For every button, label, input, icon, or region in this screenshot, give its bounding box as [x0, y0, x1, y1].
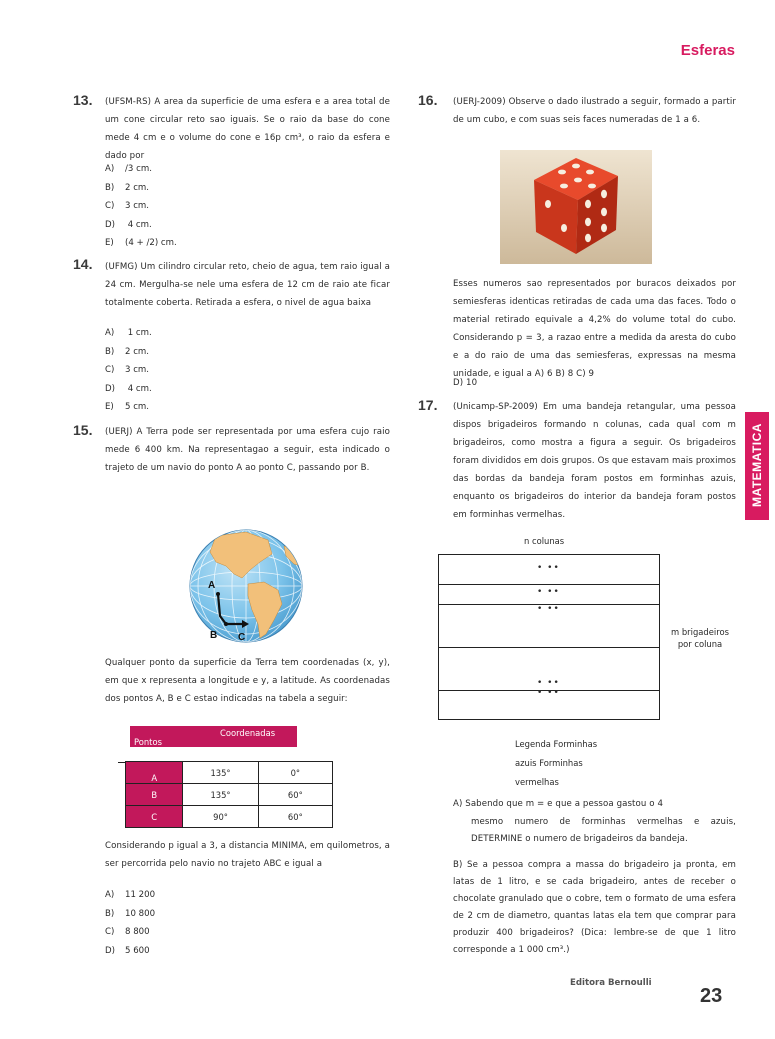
option-a[interactable]: A) 1 cm.	[105, 328, 152, 338]
table-row: A 135° 0°	[126, 762, 333, 784]
tray-row: • ••	[439, 605, 659, 648]
question-text: (Unicamp-SP-2009) Em uma bandeja retangular, uma pessoa dispos brigadeiros formando n colunas, cada qual com m brigadeiros, como mostra a figura a seguir. Os brigadeiros foram divididos em dois grupos. Os que estavam mais proximos das bordas da bandeja foram postos em forminhas azuis, enquanto os brigadeiros do interior da bandeja foram postos em forminhas vermelhas.	[453, 402, 736, 520]
question-text: (UERJ) A Terra pode ser representada por uma esfera cujo raio mede 6 400 km. Na representagao a seguir, esta indicado o trajeto de um navio do ponto A ao ponto C, passando por B.	[105, 427, 390, 473]
point-label-a: A	[208, 580, 216, 591]
tray-row: • ••	[439, 585, 659, 605]
option-list	[105, 160, 305, 253]
publisher: Editora Bernoulli	[570, 978, 652, 988]
option-a[interactable]: A) 11 200	[105, 890, 156, 900]
section-title: Esferas	[680, 42, 735, 59]
question-number: 13.	[73, 92, 93, 108]
question-text: (UFMG) Um cilindro circular reto, cheio de agua, tem raio igual a 24 cm. Mergulha-se nele uma esfera de 12 cm de raio ate ficar totalmente coberta. Retirada a esfera, o nivel de agua baixa	[105, 262, 390, 308]
option-c[interactable]: C) 3 cm.	[105, 201, 150, 211]
question-text	[105, 93, 390, 165]
figure-top-label: n colunas	[524, 536, 565, 546]
table-row: B 135° 60°	[126, 784, 333, 806]
point-label-b: B	[210, 630, 218, 641]
table-header	[130, 726, 297, 747]
tray-row: • ••	[537, 688, 560, 698]
question-number: 16.	[418, 92, 438, 108]
table-header-pontos: Pontos	[134, 737, 162, 747]
dice-image	[500, 150, 652, 264]
point-label-c: C	[238, 632, 246, 643]
option-d[interactable]: D) 4 cm.	[105, 383, 152, 394]
page-number: 23	[700, 985, 723, 1007]
question-text-continued: Qualquer ponto da superficie da Terra tem coordenadas (x, y), em que x representa a longitude e y, a latitude. As coordenadas dos pontos A, B e C estao indicadas na tabela a seguir:	[105, 658, 390, 704]
coordinates-table	[125, 761, 333, 828]
option-c[interactable]: C) 3 cm.	[105, 365, 150, 375]
option-d[interactable]: D) 4 cm.	[105, 219, 152, 230]
part-a-line: A) Sabendo que m = e que a pessoa gastou o 4	[453, 799, 664, 809]
option-a[interactable]: A) /3 cm.	[105, 164, 152, 174]
question-number: 17.	[418, 397, 438, 413]
question-text: (UERJ-2009) Observe o dado ilustrado a seguir, formado a partir de um cubo, e com suas seis faces numeradas de 1 a 6.	[453, 97, 736, 125]
option-c[interactable]: C) 8 800	[105, 927, 150, 937]
part-b-text: B) Se a pessoa compra a massa do brigadeiro ja pronta, em latas de 1 litro, e se cada brigadeiro, antes de receber o chocolate granulado que o cobre, tem o formato de uma esfera de 2 cm de diametro, quantas latas ela tem que comprar para produzir 400 brigadeiros? (Dica: lembre-se de que 1 litro corresponde a 1 000 cm³.)	[453, 860, 736, 955]
option-b[interactable]: B) 2 cm.	[105, 182, 150, 193]
globe-figure	[186, 526, 306, 646]
question-text-continued: Esses numeros sao representados por buracos deixados por semiesferas identicas retiradas de cada uma das faces. Todo o material retirado equivale a 4,2% do volume total do cubo. Considerando p = 3, a razao entre a medida da aresta do cubo e a do raio de uma das semiesferas, expressas na mesma unidade, e igual a A) 6 B) 8 C) 9	[453, 279, 736, 379]
question-number: 14.	[73, 256, 93, 272]
tray-row: • ••	[439, 648, 659, 691]
option-b[interactable]: B) 10 800	[105, 908, 156, 919]
tray-grid	[438, 554, 660, 720]
table-header-coords: Coordenadas	[220, 728, 276, 738]
option-e[interactable]: E) (4 + /2) cm.	[105, 238, 177, 248]
figure-side-label: m brigadeiros por coluna	[671, 627, 729, 649]
option-b[interactable]: B) 2 cm.	[105, 346, 150, 357]
question-text-content: (UFSM-RS) A area da superficie de uma esfera e a area total de um cone circular reto sao iguais. Se o raio da base do cone mede 4 cm e o volume do cone e 16p cm³, o raio da esfera e dado por	[105, 97, 390, 161]
part-a-text: mesmo numero de forminhas vermelhas e azuis, DETERMINE o numero de brigadeiros da bandeja.	[471, 817, 736, 844]
side-tab-label: MATEMATICA	[750, 423, 764, 507]
table-row: C 90° 60°	[126, 806, 333, 828]
figure-legend: Legenda Forminhas azuis Forminhas vermelhas	[515, 739, 598, 787]
option-e[interactable]: E) 5 cm.	[105, 402, 150, 412]
option-d[interactable]: D) 5 600	[105, 945, 150, 956]
question-number: 15.	[73, 422, 93, 438]
option-list	[105, 324, 305, 417]
option-list	[105, 886, 305, 960]
option-d[interactable]: D) 10	[453, 378, 478, 388]
tray-row: • ••	[439, 555, 659, 585]
side-tab	[745, 412, 769, 520]
question-text-continued: Considerando p igual a 3, a distancia MINIMA, em quilometros, a ser percorrida pelo navio no trajeto ABC e igual a	[105, 841, 390, 869]
